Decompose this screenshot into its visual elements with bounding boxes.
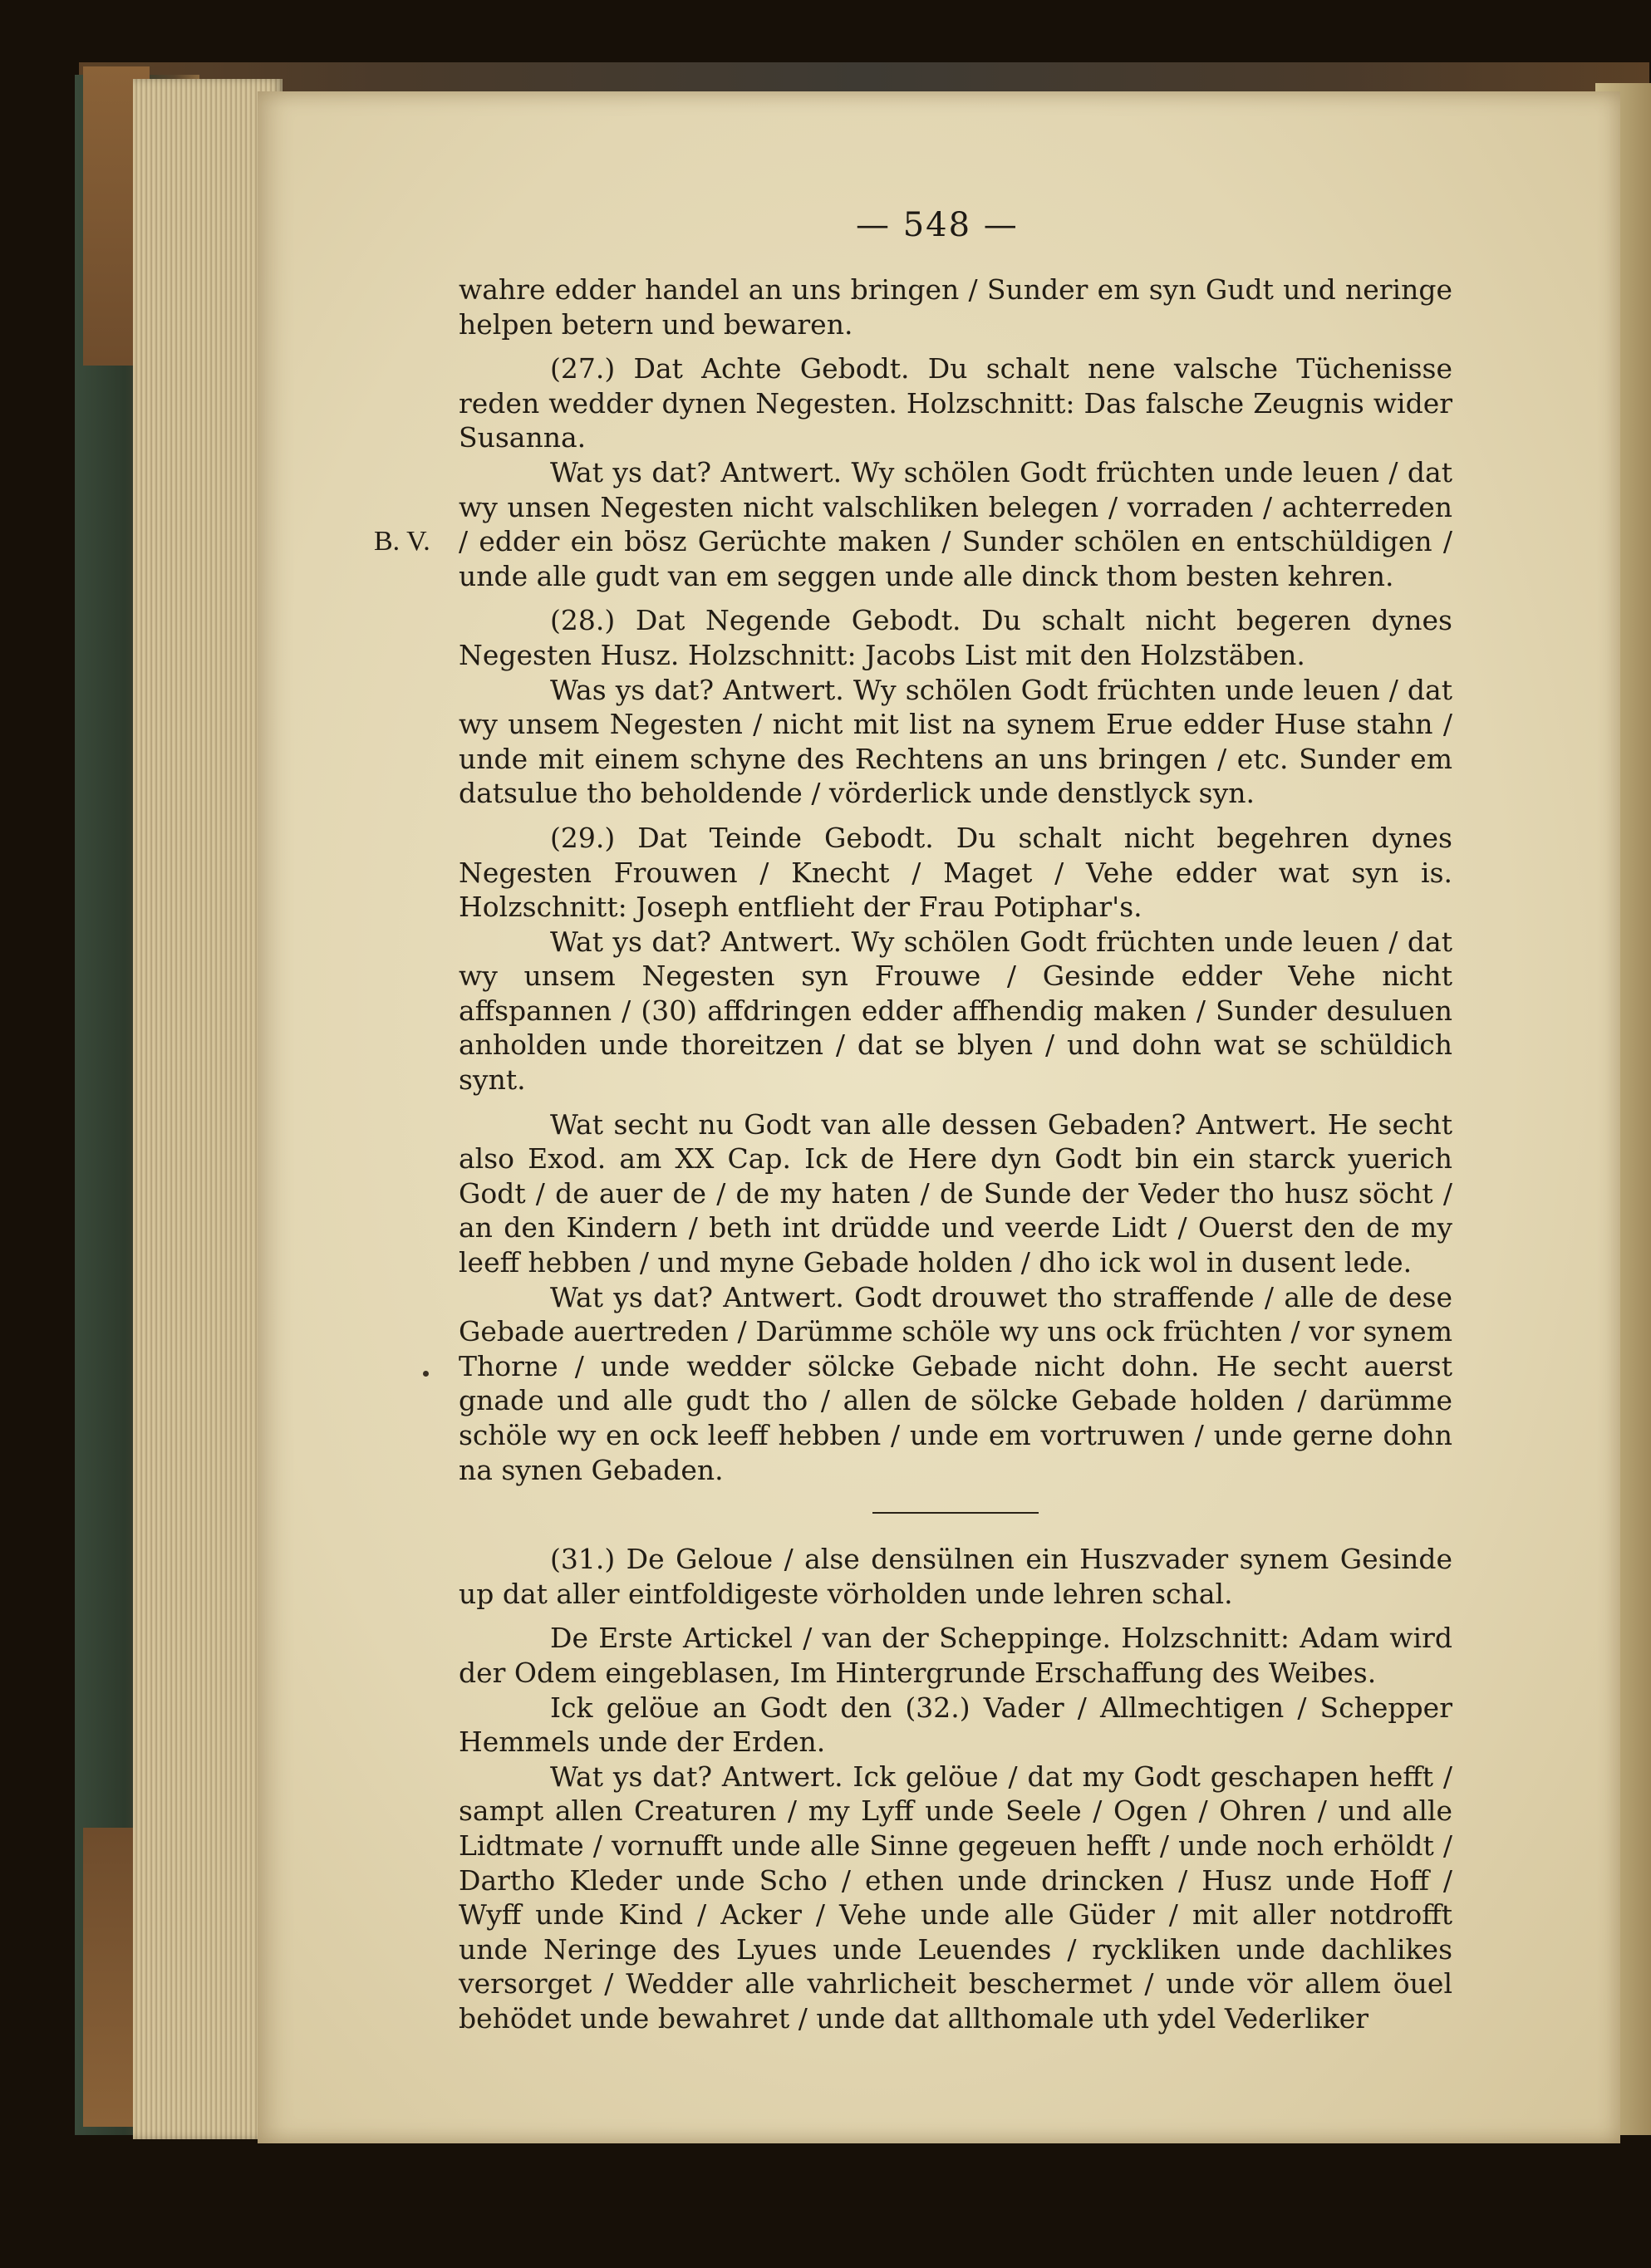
paragraph: De Erste Artickel / van der Scheppinge. Holzschnitt: Adam wird der Odem eingeblasen, Im Hintergrunde Erschaffung des Weibes.	[459, 1622, 1452, 1689]
paragraph: (27.) Dat Achte Gebodt. Du schalt nene valsche Tüchenisse reden wedder dynen Negesten. Holzschnitt: Das falsche Zeugnis wider Susanna.	[459, 352, 1452, 454]
paragraphs-before-rule	[459, 272, 1452, 1487]
ink-speck	[423, 1371, 429, 1377]
paragraph: (28.) Dat Negende Gebodt. Du schalt nicht begeren dynes Negesten Husz. Holzschnitt: Jacobs List mit den Holzstäben.	[459, 604, 1452, 671]
body-text	[459, 272, 1452, 2036]
book-cover-edge	[79, 62, 1649, 96]
paragraph: Wat ys dat? Antwert. Ick gelöue / dat my Godt geschapen hefft / sampt allen Creaturen / my Lyff unde Seele / Ogen / Ohren / und alle Lidtmate / vornufft unde alle Sinne gegeuen hefft / unde noch erhöldt / Dartho Kleder unde Scho / ethen unde drincken / Husz unde Hoff / Wyff unde Kind / Acker / Vehe unde alle Güder / mit aller notdrofft unde Neringe des Lyues unde Leuendes / ryckliken unde dachlikes versorget / Wedder alle vahrlicheit beschermet / unde vör allem öuel behödet unde bewahret / unde dat allthomale uth ydel Vederliker	[459, 1760, 1452, 2035]
paragraph: Ick gelöue an Godt den (32.) Vader / Allmechtigen / Schepper Hemmels unde der Erden.	[459, 1691, 1452, 1759]
margin-note: B. V.	[374, 526, 430, 557]
paragraph: Wat secht nu Godt van alle dessen Gebaden? Antwert. He secht also Exod. am XX Cap. Ick de Here dyn Godt bin ein starck yuerich Godt / de auer de / de my haten / de Sunde der Veder tho husz söcht / an den Kindern / beth int drüdde und veerde Lidt / Ouerst den de my leeff hebben / und myne Gebade holden / dho ick wol in dusent lede.	[459, 1107, 1452, 1279]
section-divider	[872, 1512, 1039, 1514]
paragraph: Wat ys dat? Antwert. Wy schölen Godt früchten unde leuen / dat wy unsem Negesten syn Frouwe / Gesinde edder Vehe nicht affspannen / (30) affdringen edder affhendig maken / Sunder desuluen anholden unde thoreitzen / dat se blyen / und dohn wat se schüldich synt.	[459, 925, 1452, 1097]
paragraph: Was ys dat? Antwert. Wy schölen Godt früchten unde leuen / dat wy unsem Negesten / nicht mit list na synem Erue edder Huse stahn / unde mit einem schyne des Rechtens an uns bringen / etc. Sunder em datsulue tho beholdende / vörderlick unde denstlyck syn.	[459, 673, 1452, 810]
paragraph: Wat ys dat? Antwert. Wy schölen Godt früchten unde leuen / dat wy unsen Negesten nicht valschliken belegen / vorraden / achterreden / edder ein bösz Gerüchte maken / Sunder schölen en entschüldigen / unde alle gudt van em seggen unde alle dinck thom besten kehren.	[459, 455, 1452, 592]
paragraph: wahre edder handel an uns bringen / Sunder em syn Gudt und neringe helpen betern und bewaren.	[459, 273, 1452, 341]
paragraph: (31.) De Geloue / alse densülnen ein Huszvader synem Gesinde up dat aller eintfoldigeste vörholden unde lehren schal.	[459, 1543, 1452, 1610]
page-number: — 548 —	[856, 206, 1019, 244]
paragraph: (29.) Dat Teinde Gebodt. Du schalt nicht begehren dynes Negesten Frouwen / Knecht / Maget / Vehe edder wat syn is. Holzschnitt: Joseph entflieht der Frau Potiphar's.	[459, 821, 1452, 924]
paragraphs-after-rule	[459, 1542, 1452, 2035]
paragraph: Wat ys dat? Antwert. Godt drouwet tho straffende / alle de dese Gebade auertreden / Darümme schöle wy uns ock früchten / vor synem Thorne / unde wedder sölcke Gebade nicht dohn. He secht auerst gnade und alle gudt tho / allen de sölcke Gebade holden / darümme schöle wy en ock leeff hebben / unde em vortruwen / unde gerne dohn na synen Gebaden.	[459, 1280, 1452, 1486]
